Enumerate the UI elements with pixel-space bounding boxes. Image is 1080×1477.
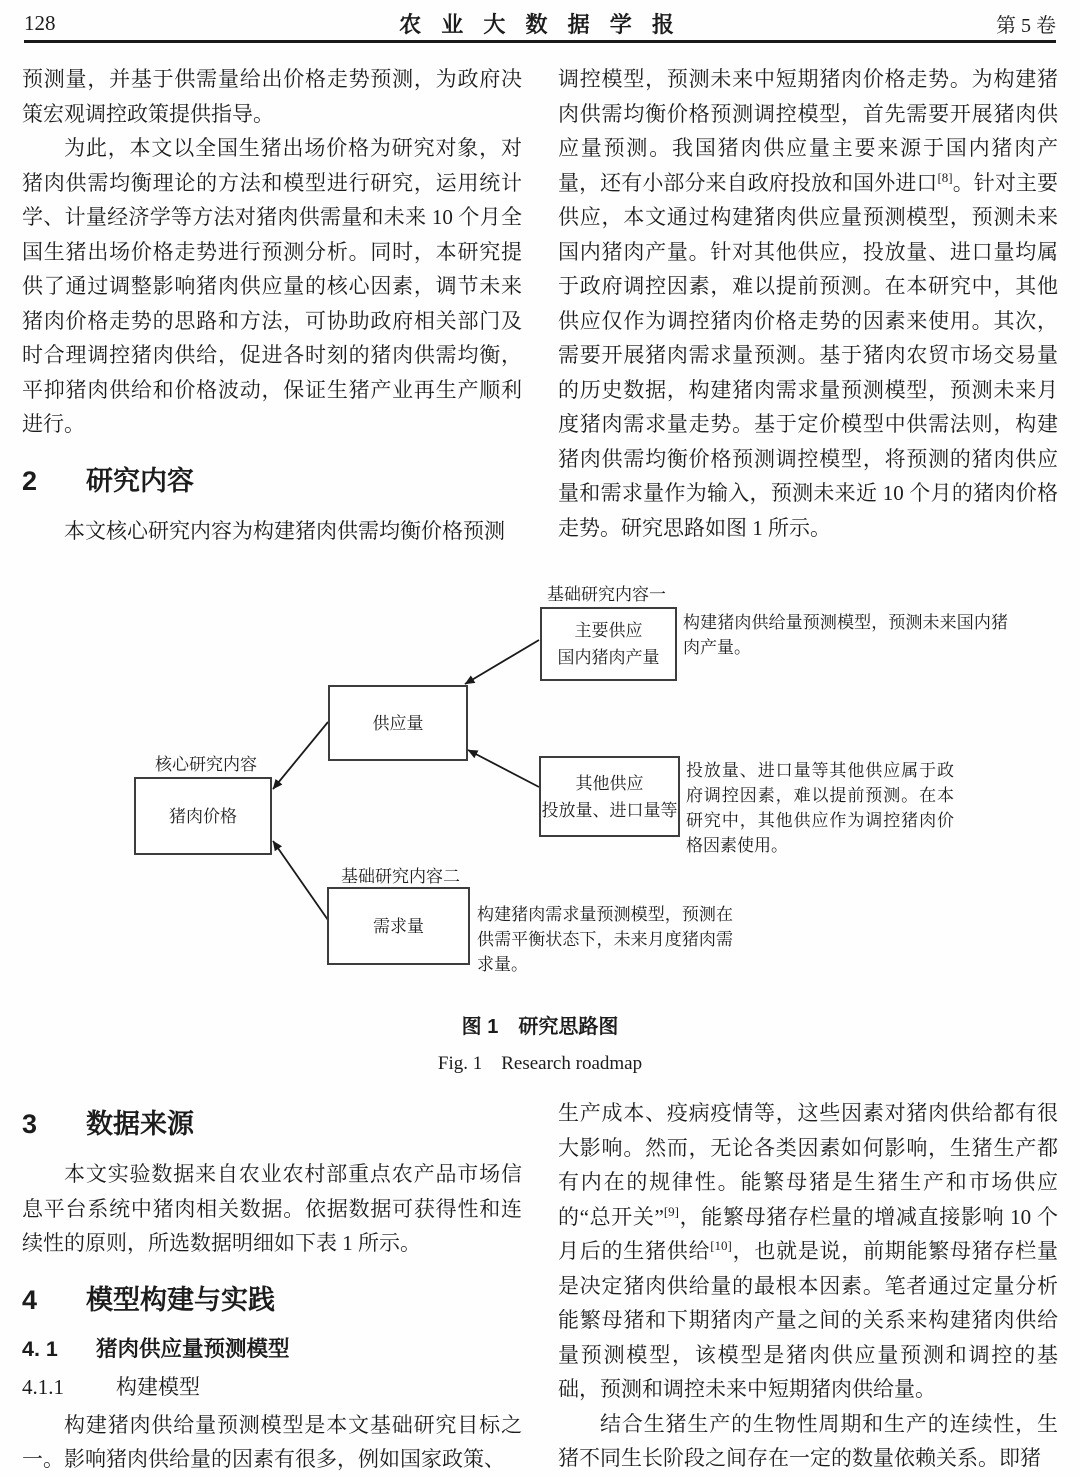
- box-price: [134, 777, 272, 855]
- box-other-supply-line2: 投放量、进口量等: [541, 800, 678, 820]
- arrow-supply-price-double: [273, 722, 328, 789]
- box-main-supply-line2: 国内猪肉产量: [557, 648, 660, 667]
- subsubsection-title: 构建模型: [116, 1374, 200, 1399]
- annotation-demand-model: 构建猪肉需求量预测模型，预测在供需平衡状态下，未来月度猪肉需求量。: [477, 905, 733, 974]
- arrow-demand-to-price: [273, 841, 328, 920]
- paragraph-continuation: 预测量，并基于供需量给出价格走势预测，为政府决策宏观调控政策提供指导。: [22, 67, 522, 126]
- arrow-other-supply-to-supply: [468, 750, 539, 787]
- section-number: 2: [22, 465, 38, 496]
- annotation-other-supply: 投放量、进口量等其他供应属于政府调控因素，难以提前预测。在本研究中，其他供应作为调控猪肉价格因素使用。: [686, 761, 954, 855]
- paragraph: 构建猪肉供给量预测模型是本文基础研究目标之一。影响猪肉供给量的因素有很多，例如国家政策、: [22, 1412, 522, 1471]
- section-number: 4: [22, 1284, 38, 1315]
- paragraph-continuation: [558, 62, 1058, 545]
- figure-caption-en: Fig. 1 Research roadmap: [437, 1053, 643, 1074]
- body-text: 。针对主要供应，本文通过构建猪肉供应量预测模型，预测未来国内猪肉产量。针对其他供应，投放量、进口量均属于政府调控因素，难以提前预测。在本研究中，其他供应仅作为调控猪肉价格走势的因素来使用。其次，需要开展猪肉需求量预测。基于猪肉农贸市场交易量的历史数据，构建猪肉需求量预测模型，预测未来月度猪肉需求量走势。基于定价模型中供需法则，构建猪肉供需均衡价格预测调控模型，将预测的猪肉供应量和需求量作为输入，预测未来近 10 个月的猪肉价格走势。研究思路如图 1 所示。: [558, 170, 1059, 540]
- body-text: 调控模型，预测未来中短期猪肉价格走势。为构建猪肉供需均衡价格预测调控模型，首先需要开展猪肉供应量预测。我国猪肉供应量主要来源于国内猪肉产量，还有小部分来自政府投放和国外进口: [558, 67, 1058, 195]
- section-title: 数据来源: [86, 1109, 194, 1139]
- figure-caption-cn: 图 1 研究思路图: [461, 1016, 619, 1038]
- label-basic-research-1: 基础研究内容一: [547, 585, 666, 604]
- research-roadmap-diagram: [0, 560, 1080, 978]
- citation-ref-8: [8]: [937, 169, 953, 185]
- box-other-supply: [539, 756, 680, 837]
- label-basic-research-2: 基础研究内容二: [341, 867, 460, 886]
- paragraph: 结合生猪生产的生物性周期和生产的连续性，生猪不同生长阶段之间存在一定的数量依赖关系。即猪: [558, 1411, 1058, 1470]
- box-main-supply-line1: 主要供应: [574, 621, 643, 640]
- body-text: 生产成本、疫病疫情等，这些因素对猪肉供给都有很大影响。然而，无论各类因素如何影响，生猪生产都有内在的规律性。能繁母猪是生猪生产和市场供应的“总开关”: [558, 1101, 1058, 1229]
- box-supply-label: 供应量: [372, 713, 424, 733]
- box-supply: [328, 685, 468, 761]
- box-main-supply: [540, 607, 677, 681]
- left-column-bottom: [22, 1096, 522, 1477]
- label-core-research: 核心研究内容: [155, 755, 257, 774]
- volume-label: 第 5 卷: [996, 14, 1056, 37]
- journal-title: 农 业 大 数 据 学 报: [399, 11, 681, 37]
- paragraph: 本文实验数据来自农业农村部重点农产品市场信息平台系统中猪肉相关数据。依据数据可获得性和连续性的原则，所选数据明细如下表 1 所示。: [22, 1162, 522, 1255]
- section-title: 模型构建与实践: [86, 1284, 275, 1315]
- paragraph: 本文核心研究内容为构建猪肉供需均衡价格预测: [64, 518, 505, 543]
- subsection-title: 猪肉供应量预测模型: [96, 1336, 290, 1361]
- box-price-label: 猪肉价格: [169, 806, 237, 826]
- body-text: ，也就是说，前期能繁母猪存栏量是决定猪肉供给量的最根本因素。笔者通过定量分析能繁母猪和下期猪肉产量之间的关系来构建猪肉供给量预测模型，该模型是猪肉供应量预测和调控的基础，预测和调控未来中短期猪肉供给量。: [558, 1239, 1059, 1401]
- paragraph: 为此，本文以全国生猪出场价格为研究对象，对猪肉供需均衡理论的方法和模型进行研究，运用统计学、计量经济学等方法对猪肉供需量和未来 10 个月全国生猪出场价格走势进行预测分析。同时，本研究提供了通过调整影响猪肉供应量的核心因素，调节未来猪肉价格走势的思路和方法，可协助政府相关部门及时合理调控猪肉供给，促进各时刻的猪肉供需均衡，平抑猪肉供给和价格波动，保证生猪产业再生产顺利进行。: [22, 136, 522, 436]
- page-number: 128: [24, 10, 56, 35]
- paragraph-continuation: [558, 1096, 1058, 1407]
- section-heading-3: [22, 1106, 522, 1142]
- arrow-main-supply-to-supply: [465, 640, 539, 684]
- citation-ref-10: [10]: [710, 1238, 732, 1253]
- section-number: 3: [22, 1109, 38, 1139]
- section-title: 研究内容: [86, 465, 194, 496]
- subsubsection-number: 4.1.1: [22, 1374, 64, 1399]
- page-header: [24, 6, 1056, 43]
- body-text: ，能繁母猪存栏量的增减直接影响 10 个月后的生猪供给: [558, 1204, 1058, 1263]
- right-column-bottom: [558, 1096, 1058, 1476]
- annotation-supply-model: 构建猪肉供给量预测模型，预测未来国内猪肉产量。: [683, 613, 1008, 657]
- section-heading-4: [22, 1282, 522, 1318]
- box-demand: [327, 887, 470, 965]
- box-demand-label: 需求量: [373, 916, 424, 936]
- section-heading-2: [22, 463, 522, 499]
- left-column-top: [22, 62, 522, 548]
- subsection-heading-4-1: [22, 1334, 522, 1364]
- citation-ref-9: [9]: [663, 1203, 680, 1219]
- right-column-top: [558, 62, 1058, 545]
- figure-1: [0, 560, 1080, 1075]
- subsubsection-heading-4-1-1: [22, 1372, 522, 1402]
- subsection-number: 4. 1: [22, 1336, 58, 1361]
- box-other-supply-line1: 其他供应: [575, 773, 644, 793]
